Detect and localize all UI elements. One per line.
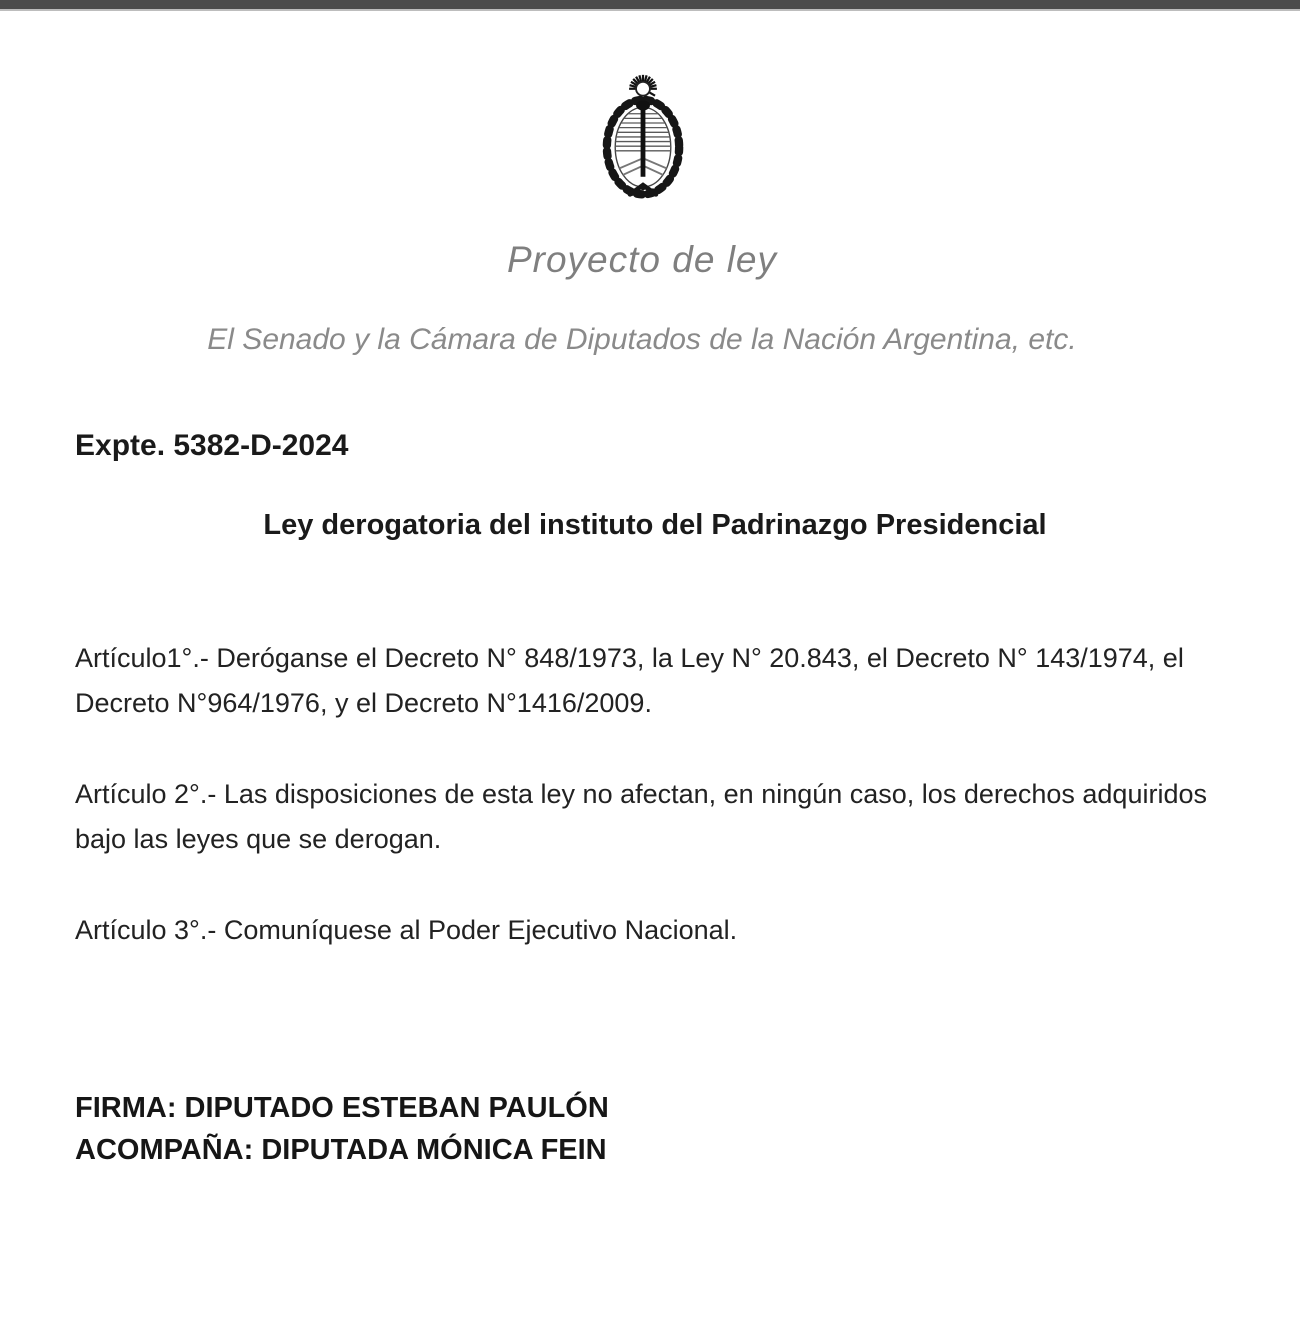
cosigner-line: ACOMPAÑA: DIPUTADA MÓNICA FEIN <box>75 1134 607 1166</box>
window-top-bar <box>0 0 1300 11</box>
article-2-paragraph: Artículo 2°.- Las disposiciones de esta ley no afectan, en ningún caso, los derechos adquiridos bajo las leyes que se derogan. <box>75 779 1207 854</box>
argentina-coat-of-arms-icon <box>596 73 690 199</box>
article-3-paragraph: Artículo 3°.- Comuníquese al Poder Ejecutivo Nacional. <box>75 915 738 945</box>
expediente-number: Expte. 5382-D-2024 <box>75 429 349 462</box>
signature-line: FIRMA: DIPUTADO ESTEBAN PAULÓN <box>75 1092 609 1124</box>
signature-block <box>75 1087 1235 1171</box>
document-title: Proyecto de ley <box>506 239 778 280</box>
law-title: Ley derogatoria del instituto del Padrinazgo Presidencial <box>263 509 1047 541</box>
document-subtitle: El Senado y la Cámara de Diputados de la Nación Argentina, etc. <box>207 323 1077 356</box>
article-1-paragraph: Artículo1°.- Deróganse el Decreto N° 848/1973, la Ley N° 20.843, el Decreto N° 143/1974, el Decreto N°964/1976, y el Decreto N°1416/2009. <box>75 643 1184 718</box>
document-page <box>0 73 1300 1171</box>
